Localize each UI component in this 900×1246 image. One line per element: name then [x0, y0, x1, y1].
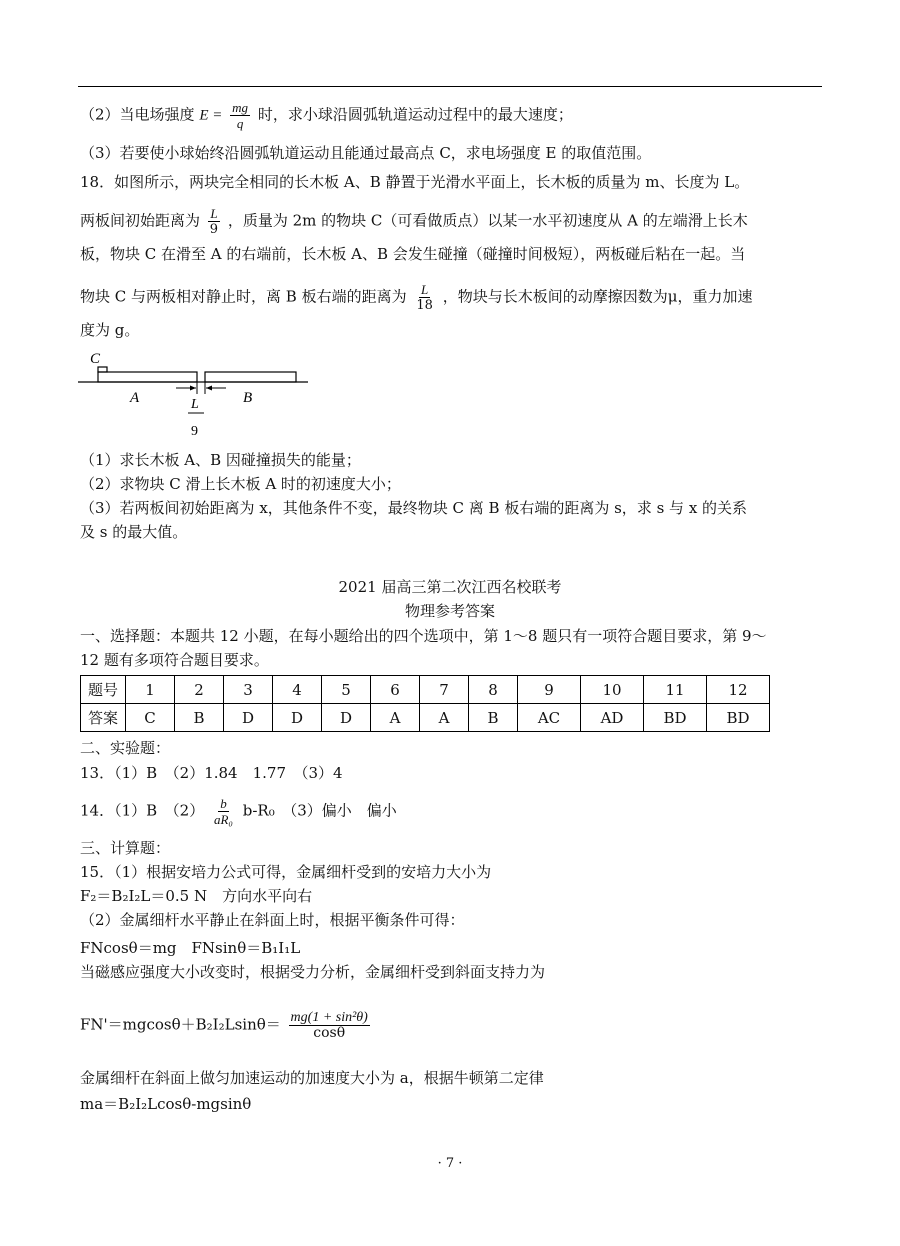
q18-sub3-cont: 及 s 的最大值。 [80, 523, 188, 541]
table-cell: 4 [273, 676, 322, 704]
fraction-support-force: $\frac{\text{mg(1 + sin²θ)}}{\cos\theta}$ [290, 1010, 368, 1041]
label-c: C [90, 351, 101, 367]
section1-line2: 12 题有多项符合题目要求。 [80, 651, 269, 669]
fraction-L-over-9: $\frac{L}{9}$ [209, 206, 219, 237]
q18-figure [78, 346, 318, 442]
table-cell: 2 [175, 676, 224, 704]
table-cell: AD [581, 704, 644, 732]
section3-heading: 三、计算题： [80, 839, 171, 857]
answers-title: 2021 届高三第二次江西名校联考 [338, 578, 562, 596]
section2-heading: 二、实验题： [80, 739, 171, 757]
table-cell: D [224, 704, 273, 732]
q18-line5: 度为 g。 [80, 321, 140, 339]
row-head-numbers: 题号 [81, 676, 126, 704]
answer-15-line1: 15．（1）根据安培力公式可得，金属细杆受到的安培力大小为 [80, 863, 492, 881]
table-cell: A [371, 704, 420, 732]
q18-sub3: （3）若两板间初始距离为 x，其他条件不变，最终物块 C 离 B 板右端的距离为 s，求 s 与 x 的关系 [80, 499, 748, 517]
q18-sub2: （2）求物块 C 滑上长木板 A 时的初速度大小； [80, 475, 401, 493]
header-rule [78, 86, 822, 87]
table-cell: 5 [322, 676, 371, 704]
q17-part2: （2）当电场强度 E = $\frac{mg}{q}$ 时，求小球沿圆弧轨道运动过程中的最大速度； [80, 100, 573, 131]
table-cell: BD [644, 704, 707, 732]
fraction-mg-over-q: $\frac{mg}{q}$ [232, 100, 249, 131]
answer-15-line8: ma＝B₂I₂Lcosθ-mgsinθ [80, 1095, 252, 1113]
table-cell: C [126, 704, 175, 732]
table-cell: 3 [224, 676, 273, 704]
gap-arrowhead-right [206, 386, 212, 391]
fraction-b-over-aR0: $\frac{b}{\text{aR₀}}$ [213, 796, 233, 827]
table-cell: 1 [126, 676, 175, 704]
table-cell: AC [518, 704, 581, 732]
answer-table [80, 675, 770, 732]
answer-15-line4: FNcosθ＝mg FNsinθ＝B₁I₁L [80, 939, 301, 957]
q17-part3: （3）若要使小球始终沿圆弧轨道运动且能通过最高点 C，求电场强度 E 的取值范围。 [80, 144, 652, 162]
table-cell: 8 [469, 676, 518, 704]
answer-15-line3: （2）金属细杆水平静止在斜面上时，根据平衡条件可得： [80, 911, 465, 929]
table-cell: BD [707, 704, 770, 732]
answers-subtitle: 物理参考答案 [404, 602, 495, 620]
table-cell: 12 [707, 676, 770, 704]
page-number: · 7 · [437, 1156, 463, 1171]
label-a: A [130, 390, 140, 406]
fraction-L-over-18: $\frac{L}{18}$ [416, 282, 433, 313]
table-cell: B [175, 704, 224, 732]
table-cell: B [469, 704, 518, 732]
table-cell: 6 [371, 676, 420, 704]
q18-line3: 板，物块 C 在滑至 A 的右端前，长木板 A、B 会发生碰撞（碰撞时间极短），两板碰后粘在一起。当 [80, 245, 746, 263]
table-cell: A [420, 704, 469, 732]
table-cell: 11 [644, 676, 707, 704]
q18-line1: 18．如图所示，两块完全相同的长木板 A、B 静置于光滑水平面上，长木板的质量为 m、长度为 L。 [80, 173, 750, 191]
label-b: B [243, 390, 253, 406]
table-cell: 9 [518, 676, 581, 704]
gap-label-num: L [191, 397, 199, 412]
section1-line1: 一、选择题：本题共 12 小题，在每小题给出的四个选项中，第 1～8 题只有一项符合题目要求，第 9～ [80, 627, 767, 645]
table-cell: 7 [420, 676, 469, 704]
table-cell: D [322, 704, 371, 732]
board-a [98, 372, 197, 382]
answer-15-line7: 金属细杆在斜面上做匀加速运动的加速度大小为 a，根据牛顿第二定律 [80, 1069, 544, 1087]
board-b [205, 372, 296, 382]
gap-arrowhead-left [190, 386, 196, 391]
row-head-answers: 答案 [81, 704, 126, 732]
answer-15-line2: F₂＝B₂I₂L＝0.5 N 方向水平向右 [80, 887, 313, 905]
table-row-answers [81, 704, 770, 732]
answer-14: 14．（1）B （2） $\frac{b}{\text{aR₀}}$ b-R₀ （3）偏小 偏小 [80, 796, 397, 827]
answer-15-line6: FN'＝mgcosθ＋B₂I₂Lsinθ＝ $\frac{\text{mg(1 + sin²θ)}}{\cos\theta}$ [80, 1010, 368, 1041]
q18-sub1: （1）求长木板 A、B 因碰撞损失的能量； [80, 451, 361, 469]
table-cell: 10 [581, 676, 644, 704]
answer-13: 13．（1）B （2）1.84 1.77 （3）4 [80, 764, 343, 782]
table-cell: D [273, 704, 322, 732]
q18-line4: 物块 C 与两板相对静止时，离 B 板右端的距离为 $\frac{L}{18}$ ，物块与长木板间的动摩擦因数为μ，重力加速 [80, 282, 753, 313]
gap-label-den: 9 [191, 424, 198, 439]
block-c [98, 367, 107, 372]
answer-15-line5: 当磁感应强度大小改变时，根据受力分析，金属细杆受到斜面支持力为 [80, 963, 546, 981]
table-row-numbers [81, 676, 770, 704]
q18-line2: 两板间初始距离为 $\frac{L}{9}$ ，质量为 2m 的物块 C（可看做质点）以某一水平初速度从 A 的左端滑上长木 [80, 206, 748, 237]
